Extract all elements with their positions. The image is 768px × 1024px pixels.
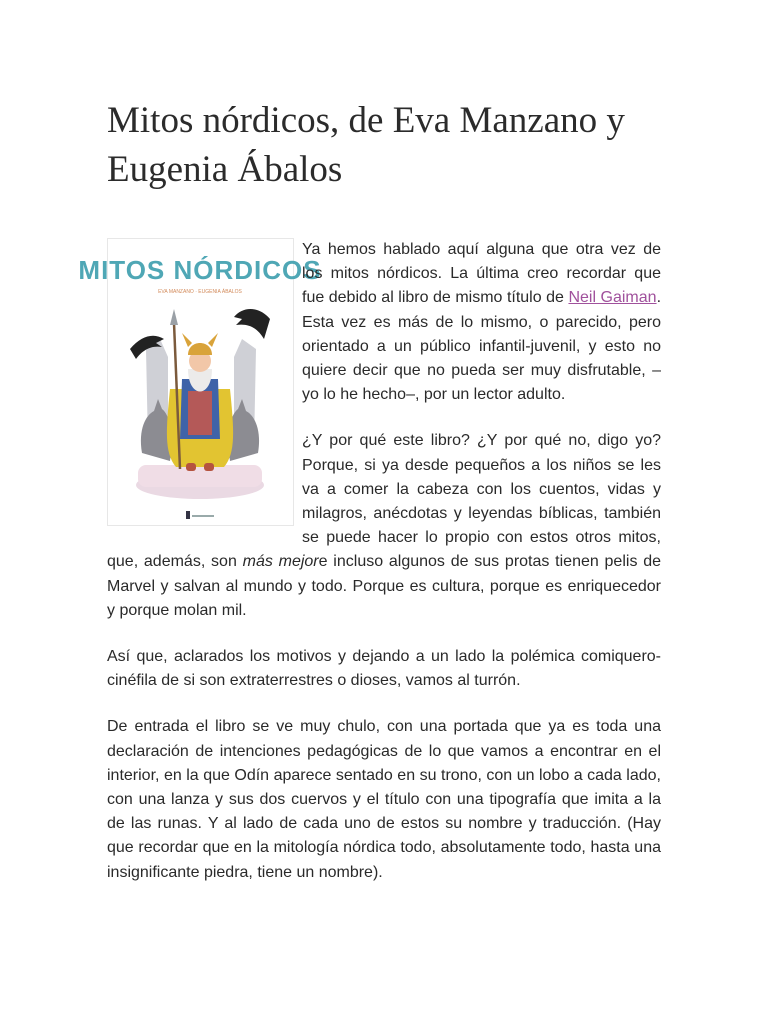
raven-right — [234, 309, 270, 339]
cover-credits: EVA MANZANO · EUGENIA ÁBALOS — [158, 289, 242, 295]
neil-gaiman-link[interactable]: Neil Gaiman — [568, 289, 657, 307]
paragraph-3: Así que, aclarados los motivos y dejando a un lado la polémica comiquero-cinéfila de si son extraterrestres o dioses, vamos al turrón. — [107, 648, 661, 690]
paragraph-2: ¿Y por qué este libro? ¿Y por qué no, digo yo? Porque, si ya desde pequeños a los niños se les va a comer la cabeza con los cuentos, vidas y milagros, anécdotas y leyendas bíblicas, también se puede hacer lo propio con estos otros mitos, que, además, son más mejore incluso algunos de sus protas tienen pelis de Marvel y salvan al mundo y todo. Porque es cultura, porque es enriquecedor y porque molan mil. — [107, 432, 662, 619]
article-body — [78, 238, 662, 907]
publisher-logo — [186, 511, 190, 519]
paragraph-4: De entrada el libro se ve muy chulo, con una portada que ya es toda una declaración de intenciones pedagógicas de lo que vamos a encontrar en el interior, en la que Odín aparece sentado en su trono, con un lobo a cada lado, con una lanza y sus dos cuervos y el título con una tipografía que imita a la de las runas. Y al lado de cada uno de estos su nombre y traducción. (Hay que recordar que en la mitología nórdica todo, absolutamente todo, hasta una insignificante piedra, tiene un nombre). — [107, 718, 661, 881]
cover-title: MITOS NÓRDICOS — [78, 255, 322, 285]
book-cover-image — [78, 238, 322, 526]
paragraph-1: Ya hemos hablado aquí alguna que otra vez de los mitos nórdicos. La última creo recordar que fue debido al libro de mismo título de Neil Gaiman. Esta vez es más de lo mismo, o parecido, pero orientado a un público infantil-juvenil, y esto no quiere decir que no pueda ser muy disfrutable, –yo lo he hecho–, por un lector adulto. — [302, 241, 662, 404]
emphasis-text: más mejor — [242, 553, 319, 571]
odin-helmet — [188, 343, 212, 355]
article-title: Mitos nórdicos, de Eva Manzano y Eugenia Ábalos — [107, 100, 625, 190]
